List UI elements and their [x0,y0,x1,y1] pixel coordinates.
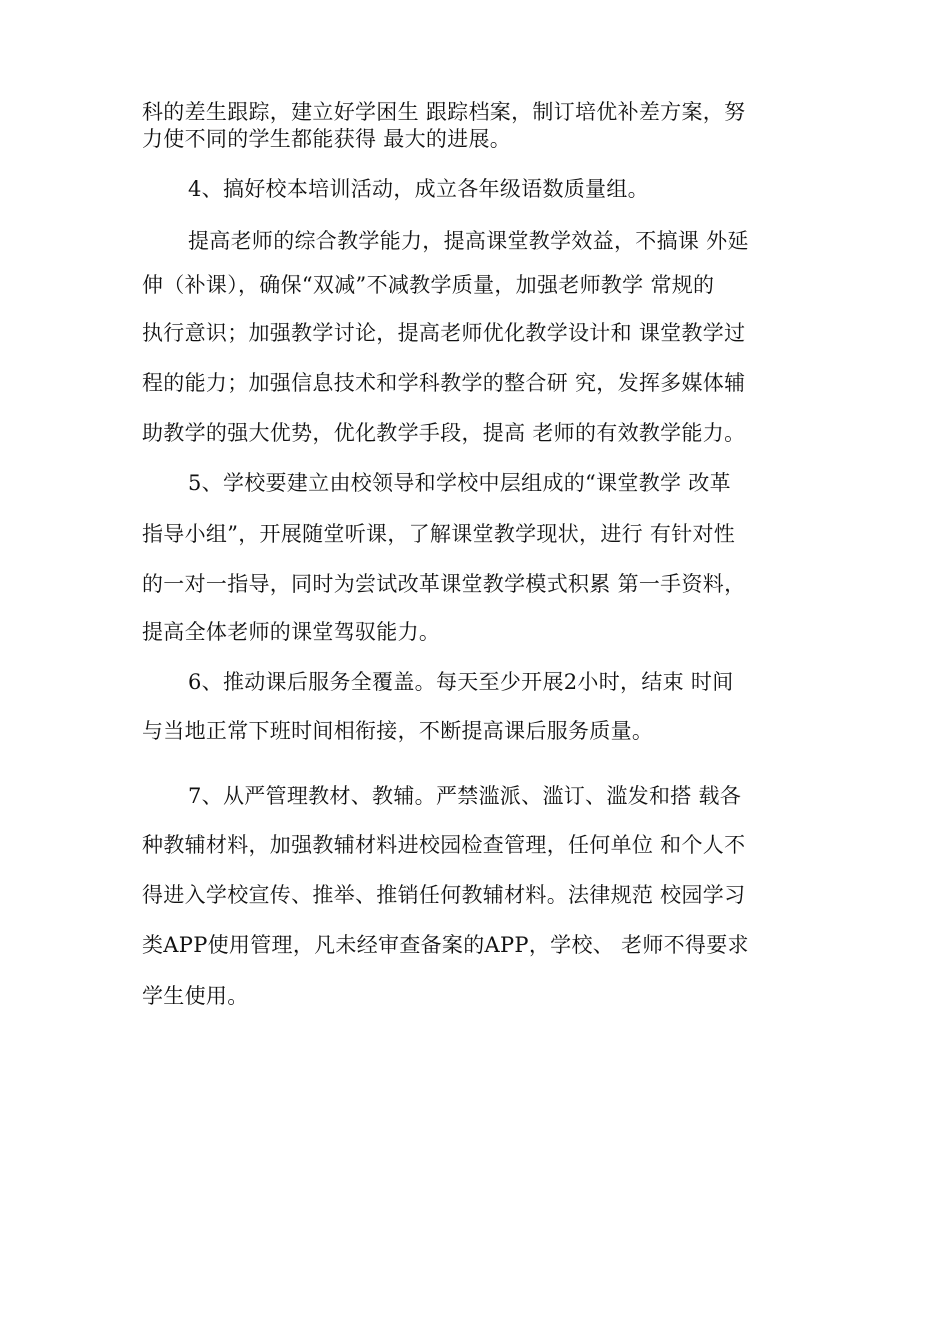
text-line: 力使不同的学生都能获得 最大的进展。 [142,127,512,151]
text-line: 4、搞好校本培训活动，成立各年级语数质量组。 [188,177,649,201]
text-line: 类APP使用管理，凡未经审查备案的APP，学校、 老师不得要求 [142,933,749,957]
text-line: 与当地正常下班时间相衔接，不断提高课后服务质量。 [142,719,654,743]
text-line: 得进入学校宣传、推举、推销任何教辅材料。法律规范 校园学习 [142,883,746,907]
text-line: 的一对一指导，同时为尝试改革课堂教学模式积累 第一手资料， [142,572,746,596]
text-line: 学生使用。 [142,984,249,1008]
text-line: 程的能力；加强信息技术和学科教学的整合研 究，发挥多媒体辅 [142,371,746,395]
text-line: 指导小组”，开展随堂听课，了解课堂教学现状，进行 有针对性 [142,522,736,546]
text-line: 6、推动课后服务全覆盖。每天至少开展2小时，结束 时间 [188,670,734,694]
text-line: 提高老师的综合教学能力，提高课堂教学效益，不搞课 外延 [188,229,749,253]
text-line: 助教学的强大优势，优化教学手段，提高 老师的有效教学能力。 [142,421,746,445]
text-line: 执行意识；加强教学讨论，提高老师优化教学设计和 课堂教学过 [142,321,746,345]
text-line: 伸（补课），确保“双减”不减教学质量，加强老师教学 常规的 [142,273,715,297]
text-line: 种教辅材料，加强教辅材料进校园检查管理，任何单位 和个人不 [142,833,746,857]
text-line: 5、学校要建立由校领导和学校中层组成的“课堂教学 改革 [188,471,731,495]
text-line: 7、从严管理教材、教辅。严禁滥派、滥订、滥发和搭 载各 [188,784,742,808]
text-line: 提高全体老师的课堂驾驭能力。 [142,620,441,644]
text-line: 科的差生跟踪，建立好学困生 跟踪档案，制订培优补差方案，努 [142,100,746,124]
